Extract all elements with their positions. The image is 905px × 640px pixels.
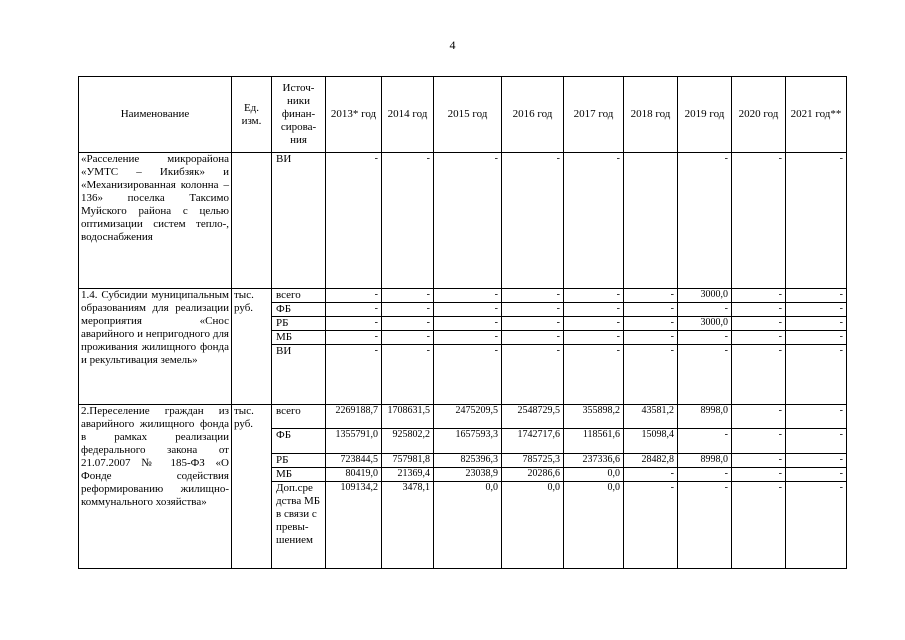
value-cell: -	[382, 317, 434, 331]
value-cell: -	[732, 468, 786, 482]
item-name: 1.4. Субсидии муниципальным образованиям для реализации мероприятия «Снос аварийного и непригодного для проживания жилищного фонда и рекультивация земель»	[79, 289, 232, 405]
value-cell: -	[434, 303, 502, 317]
value-cell: -	[786, 153, 847, 289]
value-cell: -	[564, 317, 624, 331]
value-cell: -	[678, 331, 732, 345]
value-cell: -	[564, 331, 624, 345]
value-cell: -	[786, 468, 847, 482]
value-cell: -	[434, 289, 502, 303]
value-cell: 109134,2	[326, 482, 382, 569]
value-cell: -	[786, 482, 847, 569]
value-cell: 0,0	[564, 468, 624, 482]
value-cell: 355898,2	[564, 405, 624, 429]
value-cell: -	[678, 482, 732, 569]
budget-table	[78, 76, 847, 569]
value-cell: -	[732, 153, 786, 289]
value-cell: -	[326, 317, 382, 331]
value-cell: 1657593,3	[434, 429, 502, 454]
table-row	[79, 153, 847, 289]
source-cell: всего	[272, 405, 326, 429]
value-cell: -	[502, 345, 564, 405]
value-cell: -	[564, 289, 624, 303]
value-cell: -	[502, 289, 564, 303]
value-cell	[624, 153, 678, 289]
value-cell: -	[732, 482, 786, 569]
value-cell: -	[326, 153, 382, 289]
unit-cell: тыс. руб.	[232, 405, 272, 569]
value-cell: -	[732, 405, 786, 429]
value-cell: -	[624, 482, 678, 569]
header-cell: 2014 год	[382, 77, 434, 153]
value-cell: -	[678, 153, 732, 289]
value-cell: -	[564, 153, 624, 289]
source-cell: ФБ	[272, 303, 326, 317]
header-row	[79, 77, 847, 153]
value-cell: -	[786, 429, 847, 454]
source-cell: ФБ	[272, 429, 326, 454]
value-cell: -	[382, 345, 434, 405]
header-cell: 2018 год	[624, 77, 678, 153]
table-row	[79, 289, 847, 303]
value-cell: -	[624, 317, 678, 331]
value-cell: 8998,0	[678, 405, 732, 429]
value-cell: -	[326, 331, 382, 345]
value-cell: -	[732, 289, 786, 303]
table-row	[79, 405, 847, 429]
value-cell: -	[786, 303, 847, 317]
value-cell: 0,0	[434, 482, 502, 569]
value-cell: -	[786, 331, 847, 345]
value-cell: -	[678, 303, 732, 317]
value-cell: -	[786, 289, 847, 303]
value-cell: 2475209,5	[434, 405, 502, 429]
value-cell: -	[624, 289, 678, 303]
value-cell: 785725,3	[502, 454, 564, 468]
item-name: «Расселение микрорайона «УМТС – Икибзяк» и «Механизированная колонна – 136» поселка Таксимо Муйского района с целью оптимизации систем тепло-, водоснабжения	[79, 153, 232, 289]
value-cell: -	[732, 454, 786, 468]
value-cell: -	[732, 331, 786, 345]
value-cell: -	[434, 153, 502, 289]
value-cell: -	[678, 429, 732, 454]
value-cell: 723844,5	[326, 454, 382, 468]
header-cell: Наименование	[79, 77, 232, 153]
header-cell: Ед. изм.	[232, 77, 272, 153]
value-cell: 80419,0	[326, 468, 382, 482]
source-cell: ВИ	[272, 345, 326, 405]
value-cell: -	[434, 317, 502, 331]
value-cell: -	[624, 345, 678, 405]
header-cell: 2015 год	[434, 77, 502, 153]
item-name: 2.Переселение граждан из аварийного жилищного фонда в рамках реализации федерального закона от 21.07.2007 № 185-ФЗ «О Фонде содействия реформированию жилищно-коммунального хозяйства»	[79, 405, 232, 569]
value-cell: -	[502, 331, 564, 345]
value-cell: -	[326, 289, 382, 303]
header-cell: 2017 год	[564, 77, 624, 153]
value-cell: -	[624, 331, 678, 345]
value-cell: 8998,0	[678, 454, 732, 468]
value-cell: -	[786, 345, 847, 405]
value-cell: 1355791,0	[326, 429, 382, 454]
value-cell: 23038,9	[434, 468, 502, 482]
header-cell: 2019 год	[678, 77, 732, 153]
header-cell: 2020 год	[732, 77, 786, 153]
value-cell: 2548729,5	[502, 405, 564, 429]
value-cell: -	[326, 345, 382, 405]
value-cell: 925802,2	[382, 429, 434, 454]
value-cell: -	[786, 405, 847, 429]
value-cell: 20286,6	[502, 468, 564, 482]
source-cell: МБ	[272, 468, 326, 482]
value-cell: 28482,8	[624, 454, 678, 468]
value-cell: -	[564, 303, 624, 317]
value-cell: -	[624, 303, 678, 317]
unit-cell: тыс. руб.	[232, 289, 272, 405]
value-cell: -	[678, 345, 732, 405]
value-cell: 21369,4	[382, 468, 434, 482]
value-cell: 0,0	[564, 482, 624, 569]
value-cell: -	[732, 317, 786, 331]
value-cell: -	[502, 153, 564, 289]
value-cell: 118561,6	[564, 429, 624, 454]
header-cell: 2016 год	[502, 77, 564, 153]
value-cell: -	[678, 468, 732, 482]
value-cell: -	[382, 289, 434, 303]
value-cell: -	[732, 303, 786, 317]
value-cell: 2269188,7	[326, 405, 382, 429]
value-cell: -	[502, 303, 564, 317]
source-cell: ВИ	[272, 153, 326, 289]
source-cell: МБ	[272, 331, 326, 345]
value-cell: 825396,3	[434, 454, 502, 468]
unit-cell	[232, 153, 272, 289]
value-cell: -	[382, 153, 434, 289]
header-cell: 2013* год	[326, 77, 382, 153]
value-cell: -	[434, 331, 502, 345]
header-cell: 2021 год**	[786, 77, 847, 153]
value-cell: -	[786, 454, 847, 468]
value-cell: -	[732, 429, 786, 454]
value-cell: 15098,4	[624, 429, 678, 454]
source-cell: Доп.сре дства МБ в связи с превы-шением	[272, 482, 326, 569]
value-cell: 3000,0	[678, 289, 732, 303]
value-cell: 43581,2	[624, 405, 678, 429]
value-cell: -	[786, 317, 847, 331]
value-cell: -	[732, 345, 786, 405]
value-cell: 3000,0	[678, 317, 732, 331]
value-cell: -	[434, 345, 502, 405]
source-cell: РБ	[272, 317, 326, 331]
value-cell: 237336,6	[564, 454, 624, 468]
value-cell: 757981,8	[382, 454, 434, 468]
value-cell: 0,0	[502, 482, 564, 569]
value-cell: -	[564, 345, 624, 405]
value-cell: -	[382, 303, 434, 317]
value-cell: -	[382, 331, 434, 345]
value-cell: 1708631,5	[382, 405, 434, 429]
value-cell: -	[624, 468, 678, 482]
source-cell: РБ	[272, 454, 326, 468]
page-number: 4	[449, 38, 456, 52]
header-cell: Источ-ники финан-сирова-ния	[272, 77, 326, 153]
value-cell: -	[326, 303, 382, 317]
value-cell: 1742717,6	[502, 429, 564, 454]
value-cell: -	[502, 317, 564, 331]
source-cell: всего	[272, 289, 326, 303]
value-cell: 3478,1	[382, 482, 434, 569]
